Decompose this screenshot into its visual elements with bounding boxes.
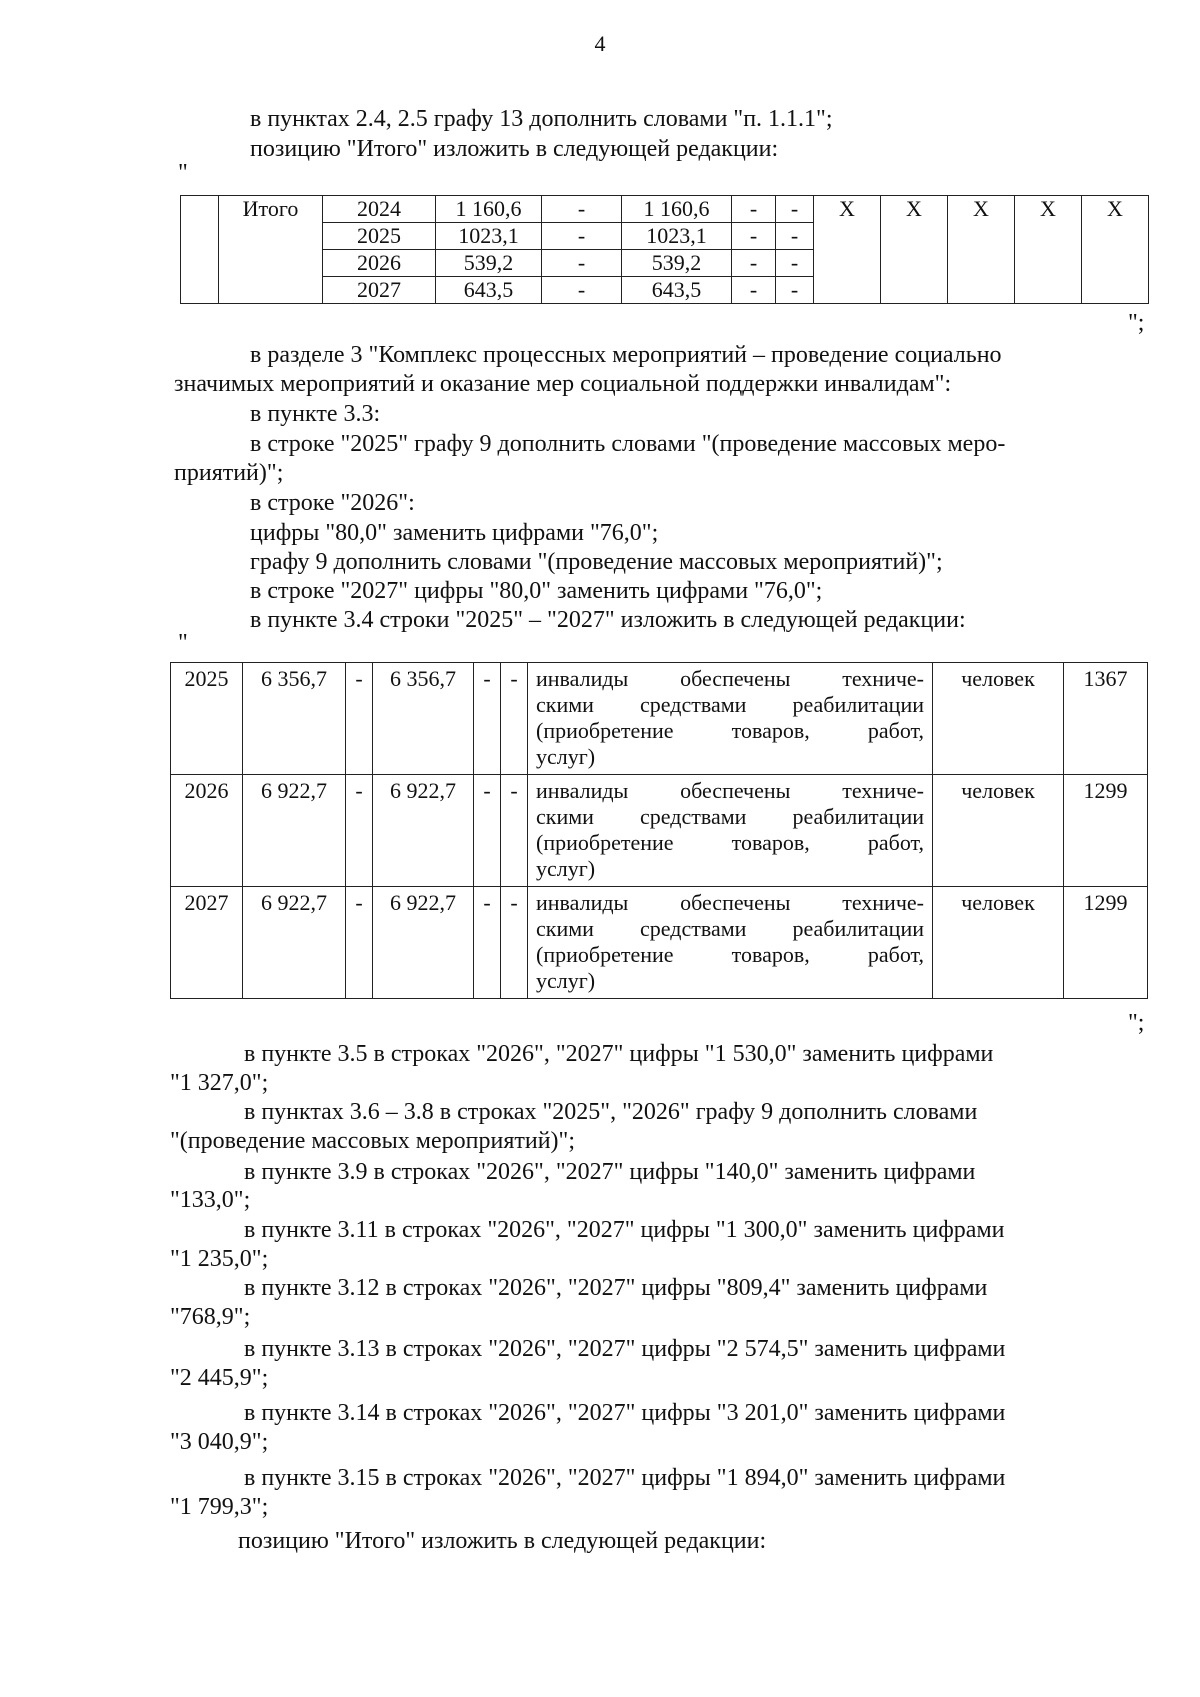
- year-cell: 2024: [323, 196, 436, 223]
- dash-cell: -: [732, 196, 776, 223]
- count-cell: 1367: [1064, 663, 1148, 775]
- x-mark: X: [814, 196, 881, 304]
- paragraph-line: в пункте 3.11 в строках "2026", "2027" цифры "1 300,0" заменить цифрами: [244, 1217, 1005, 1243]
- paragraph-line: в пункте 3.12 в строках "2026", "2027" цифры "809,4" заменить цифрами: [244, 1275, 988, 1301]
- description-line: инвалиды обеспечены техниче-: [536, 666, 924, 691]
- point-3-4: в пункте 3.4 строки "2025" – "2027" изложить в следующей редакции:: [250, 607, 966, 633]
- total-cell: 1023,1: [436, 223, 542, 250]
- x-mark: X: [948, 196, 1015, 304]
- total-cell: 6 922,7: [243, 887, 346, 999]
- dash-cell: -: [542, 277, 622, 304]
- dash-cell: -: [501, 775, 528, 887]
- count-cell: 1299: [1064, 887, 1148, 999]
- point-3-3-line-a2: приятий)";: [174, 460, 284, 486]
- table-row: [171, 887, 1148, 999]
- description-cell: [528, 663, 933, 775]
- total-cell: 6 356,7: [243, 663, 346, 775]
- value-cell: 643,5: [622, 277, 732, 304]
- dash-cell: -: [776, 223, 814, 250]
- description-cell: [528, 775, 933, 887]
- total-cell: 539,2: [436, 250, 542, 277]
- intro-line-1: в пунктах 2.4, 2.5 графу 13 дополнить словами "п. 1.1.1";: [250, 106, 833, 132]
- dash-cell: -: [474, 887, 501, 999]
- description-line: услуг): [536, 856, 596, 881]
- itogo-label: Итого: [219, 196, 323, 304]
- point-3-3-line-e: в строке "2027" цифры "80,0" заменить цифрами "76,0";: [250, 578, 823, 604]
- total-cell: 6 922,7: [243, 775, 346, 887]
- description-line: инвалиды обеспечены техниче-: [536, 778, 924, 803]
- value-cell: 6 922,7: [373, 887, 474, 999]
- paragraph-line: в пункте 3.14 в строках "2026", "2027" цифры "3 201,0" заменить цифрами: [244, 1400, 1006, 1426]
- dash-cell: -: [474, 663, 501, 775]
- paragraph-line: "1 799,3";: [170, 1494, 269, 1520]
- final-line: позицию "Итого" изложить в следующей редакции:: [238, 1528, 767, 1554]
- year-cell: 2026: [323, 250, 436, 277]
- year-cell: 2025: [171, 663, 243, 775]
- description-cell: [528, 887, 933, 999]
- unit-cell: человек: [933, 887, 1064, 999]
- dash-cell: -: [732, 250, 776, 277]
- dash-cell: -: [474, 775, 501, 887]
- year-cell: 2025: [323, 223, 436, 250]
- dash-cell: -: [776, 196, 814, 223]
- point-3-3: в пункте 3.3:: [250, 401, 381, 427]
- description-line: скими средствами реабилитации: [536, 692, 924, 717]
- description-line: (приобретение товаров, работ,: [536, 718, 924, 743]
- paragraph-line: в пункте 3.13 в строках "2026", "2027" цифры "2 574,5" заменить цифрами: [244, 1336, 1006, 1362]
- total-cell: 1 160,6: [436, 196, 542, 223]
- dash-cell: -: [776, 277, 814, 304]
- dash-cell: -: [732, 223, 776, 250]
- paragraph-line: в пункте 3.5 в строках "2026", "2027" цифры "1 530,0" заменить цифрами: [244, 1041, 994, 1067]
- paragraph-line: "3 040,9";: [170, 1429, 269, 1455]
- dash-cell: -: [776, 250, 814, 277]
- open-quote-1: ": [178, 160, 188, 186]
- empty-cell: [181, 196, 219, 304]
- paragraph-line: "133,0";: [170, 1187, 251, 1213]
- value-cell: 6 356,7: [373, 663, 474, 775]
- description-line: скими средствами реабилитации: [536, 804, 924, 829]
- close-quote-1: ";: [1128, 310, 1145, 336]
- description-line: (приобретение товаров, работ,: [536, 942, 924, 967]
- point-3-3-line-b: в строке "2026":: [250, 490, 415, 516]
- point-3-3-line-c: цифры "80,0" заменить цифрами "76,0";: [250, 520, 659, 546]
- year-cell: 2026: [171, 775, 243, 887]
- table-row: [181, 196, 1149, 223]
- dash-cell: -: [346, 887, 373, 999]
- dash-cell: -: [346, 775, 373, 887]
- section3-line-2: значимых мероприятий и оказание мер социальной поддержки инвалидам":: [174, 371, 952, 397]
- paragraph-line: "(проведение массовых мероприятий)";: [170, 1128, 575, 1154]
- dash-cell: -: [501, 663, 528, 775]
- x-mark: X: [881, 196, 948, 304]
- close-quote-2: ";: [1128, 1010, 1145, 1036]
- paragraph-line: "1 235,0";: [170, 1246, 269, 1272]
- description-line: инвалиды обеспечены техниче-: [536, 890, 924, 915]
- section3-line-1: в разделе 3 "Комплекс процессных мероприятий – проведение социально: [250, 342, 1002, 368]
- paragraph-line: "768,9";: [170, 1304, 251, 1330]
- point-3-4-table: [170, 662, 1148, 999]
- count-cell: 1299: [1064, 775, 1148, 887]
- page-number: 4: [594, 31, 606, 56]
- unit-cell: человек: [933, 775, 1064, 887]
- dash-cell: -: [732, 277, 776, 304]
- dash-cell: -: [542, 250, 622, 277]
- dash-cell: -: [542, 223, 622, 250]
- dash-cell: -: [346, 663, 373, 775]
- dash-cell: -: [542, 196, 622, 223]
- table-row: [171, 775, 1148, 887]
- paragraph-line: в пункте 3.9 в строках "2026", "2027" цифры "140,0" заменить цифрами: [244, 1159, 976, 1185]
- point-3-3-line-a1: в строке "2025" графу 9 дополнить словами "(проведение массовых меро-: [250, 431, 1006, 457]
- point-3-3-line-d: графу 9 дополнить словами "(проведение массовых мероприятий)";: [250, 549, 943, 575]
- year-cell: 2027: [323, 277, 436, 304]
- x-mark: X: [1015, 196, 1082, 304]
- x-mark: X: [1082, 196, 1149, 304]
- year-cell: 2027: [171, 887, 243, 999]
- paragraph-line: "1 327,0";: [170, 1070, 269, 1096]
- value-cell: 6 922,7: [373, 775, 474, 887]
- description-line: услуг): [536, 968, 596, 993]
- dash-cell: -: [501, 887, 528, 999]
- paragraph-line: в пунктах 3.6 – 3.8 в строках "2025", "2026" графу 9 дополнить словами: [244, 1099, 978, 1125]
- value-cell: 1023,1: [622, 223, 732, 250]
- description-line: услуг): [536, 744, 596, 769]
- value-cell: 539,2: [622, 250, 732, 277]
- unit-cell: человек: [933, 663, 1064, 775]
- paragraph-line: в пункте 3.15 в строках "2026", "2027" цифры "1 894,0" заменить цифрами: [244, 1465, 1006, 1491]
- description-line: (приобретение товаров, работ,: [536, 830, 924, 855]
- itogo-table: [180, 195, 1149, 304]
- value-cell: 1 160,6: [622, 196, 732, 223]
- description-line: скими средствами реабилитации: [536, 916, 924, 941]
- open-quote-2: ": [178, 630, 188, 656]
- paragraph-line: "2 445,9";: [170, 1365, 269, 1391]
- intro-line-2: позицию "Итого" изложить в следующей редакции:: [250, 136, 779, 162]
- table-row: [171, 663, 1148, 775]
- total-cell: 643,5: [436, 277, 542, 304]
